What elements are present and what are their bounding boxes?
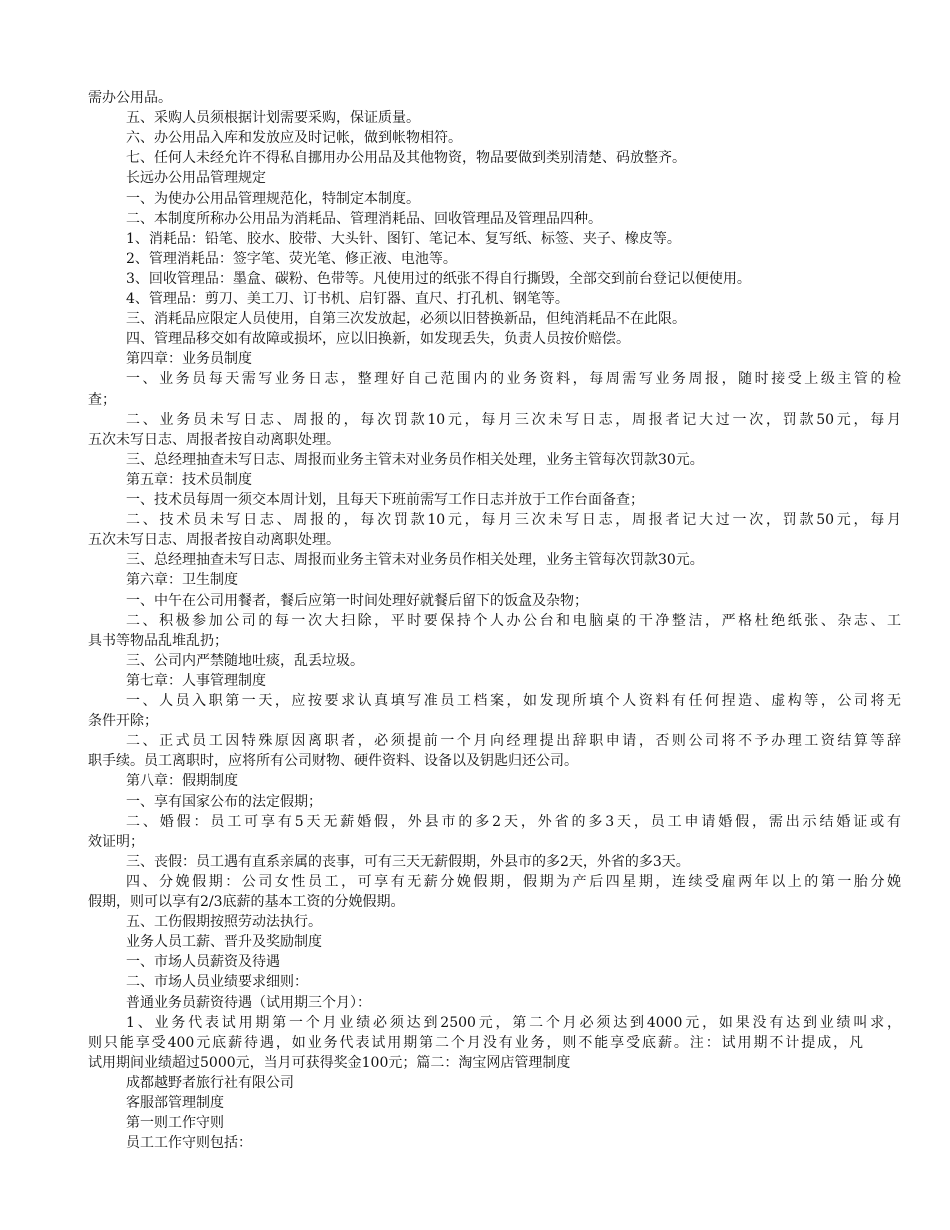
text-line: 三、总经理抽查未写日志、周报而业务主管未对业务员作相关处理，业务主管每次罚款30元。 [126, 451, 704, 468]
text-line: 职手续。员工离职时，应将所有公司财物、硬件资料、设备以及钥匙归还公司。 [88, 753, 578, 770]
text-line: 一、业务员每天需写业务日志，整理好自己范围内的业务资料，每周需写业务周报，随时接受上级主管的检 [126, 371, 901, 388]
text-line: 七、任何人未经允许不得私自挪用办公用品及其他物资，物品要做到类别清楚、码放整齐。 [126, 150, 686, 167]
text-line: 假期，则可以享有2/3底薪的基本工资的分娩假期。 [88, 894, 405, 910]
text-line: 1、业务代表试用期第一个月业绩必须达到2500元，第二个月必须达到4000元，如果没有达到业绩叫求， [126, 1014, 901, 1031]
text-line: 五次未写日志、周报者按自动离职处理。 [88, 431, 340, 448]
text-line: 一、人员入职第一天，应按要求认真填写准员工档案，如发现所填个人资料有任何捏造、虚构等，公司将无 [126, 693, 901, 709]
text-line: 五、工伤假期按照劳动法执行。 [126, 914, 322, 931]
text-line: 员工工作守则包括： [126, 1135, 252, 1152]
text-line: 二、积极参加公司的每一次大扫除，平时要保持个人办公台和电脑桌的干净整洁，严格杜绝纸张、杂志、工 [126, 612, 901, 629]
text-line: 普通业务员薪资待遇（试用期三个月）： [126, 994, 371, 1011]
text-line: 四、分娩假期：公司女性员工，可享有无薪分娩假期，假期为产后四星期，连续受雇两年以上的第一胎分娩 [126, 873, 901, 890]
text-line: 一、市场人员薪资及待遇 [126, 954, 280, 971]
text-line: 二、本制度所称办公用品为消耗品、管理消耗品、回收管理品及管理品四种。 [126, 210, 602, 227]
text-line: 客服部管理制度 [126, 1095, 224, 1111]
text-line: 二、婚假：员工可享有5天无薪婚假，外县市的多2天，外省的多3天，员工申请婚假，需出示结婚证或有 [126, 813, 901, 830]
text-line: 长远办公用品管理规定 [126, 170, 266, 187]
text-line: 条件开除； [88, 713, 158, 730]
text-line: 三、消耗品应限定人员使用，自第三次发放起，必须以旧替换新品，但纯消耗品不在此限。 [126, 311, 686, 328]
text-line: 具书等物品乱堆乱扔； [88, 632, 228, 649]
text-line: 一、为使办公用品管理规范化，特制定本制度。 [126, 190, 420, 207]
text-line: 五次未写日志、周报者按自动离职处理。 [88, 532, 340, 549]
text-line: 第四章：业务员制度 [126, 351, 252, 368]
text-line: 第五章：技术员制度 [126, 471, 252, 488]
text-line: 四、管理品移交如有故障或损坏，应以旧换新，如发现丢失，负责人员按价赔偿。 [126, 331, 630, 348]
text-line: 成都越野者旅行社有限公司 [126, 1074, 294, 1091]
text-line: 需办公用品。 [88, 90, 172, 106]
text-line: 第七章：人事管理制度 [126, 672, 266, 689]
text-line: 则只能享受400元底薪待遇，如业务代表试用期第二个月没有业务，则不能享受底薪。注：试用期不计提成，凡 [88, 1034, 863, 1051]
text-line: 三、总经理抽查未写日志、周报而业务主管未对业务员作相关处理，业务主管每次罚款30元。 [126, 552, 704, 569]
text-line: 三、公司内严禁随地吐痰，乱丢垃圾。 [126, 652, 364, 669]
text-line: 第八章：假期制度 [126, 773, 238, 790]
text-line: 一、享有国家公布的法定假期； [126, 793, 322, 810]
text-line: 一、技术员每周一须交本周计划，且每天下班前需写工作日志并放于工作台面备查； [126, 492, 644, 508]
text-line: 三、丧假：员工遇有直系亲属的丧事，可有三天无薪假期，外县市的多2天，外省的多3天。 [126, 853, 690, 870]
text-line: 3、回收管理品：墨盒、碳粉、色带等。凡使用过的纸张不得自行撕毁，全部交到前台登记以便使用。 [126, 270, 751, 287]
text-line: 二、正式员工因特殊原因离职者，必须提前一个月向经理提出辞职申请，否则公司将不予办理工资结算等辞 [126, 733, 901, 750]
text-line: 第一则工作守则 [126, 1115, 224, 1132]
text-line: 效证明； [88, 833, 144, 850]
text-line: 试用期间业绩超过5000元，当月可获得奖金100元；篇二：淘宝网店管理制度 [88, 1054, 571, 1071]
text-line: 二、业务员未写日志、周报的，每次罚款10元，每月三次未写日志，周报者记大过一次，罚款50元，每月 [126, 411, 901, 428]
text-line: 2、管理消耗品：签字笔、荧光笔、修正液、电池等。 [126, 250, 457, 267]
text-line: 六、办公用品入库和发放应及时记帐，做到帐物相符。 [126, 130, 462, 147]
text-line: 二、技术员未写日志、周报的，每次罚款10元，每月三次未写日志，周报者记大过一次，罚款50元，每月 [126, 512, 901, 529]
text-line: 4、管理品：剪刀、美工刀、订书机、启钉器、直尺、打孔机、钢笔等。 [126, 291, 569, 307]
text-line: 业务人员工薪、晋升及奖励制度 [126, 934, 322, 951]
text-line: 五、采购人员须根据计划需要采购，保证质量。 [126, 110, 420, 127]
text-line: 1、消耗品：铅笔、胶水、胶带、大头针、图钉、笔记本、复写纸、标签、夹子、橡皮等。 [126, 230, 681, 247]
text-line: 二、市场人员业绩要求细则： [126, 974, 308, 991]
text-line: 第六章：卫生制度 [126, 572, 238, 589]
text-line: 一、中午在公司用餐者，餐后应第一时间处理好就餐后留下的饭盒及杂物； [126, 592, 588, 609]
text-line: 查； [88, 391, 116, 408]
